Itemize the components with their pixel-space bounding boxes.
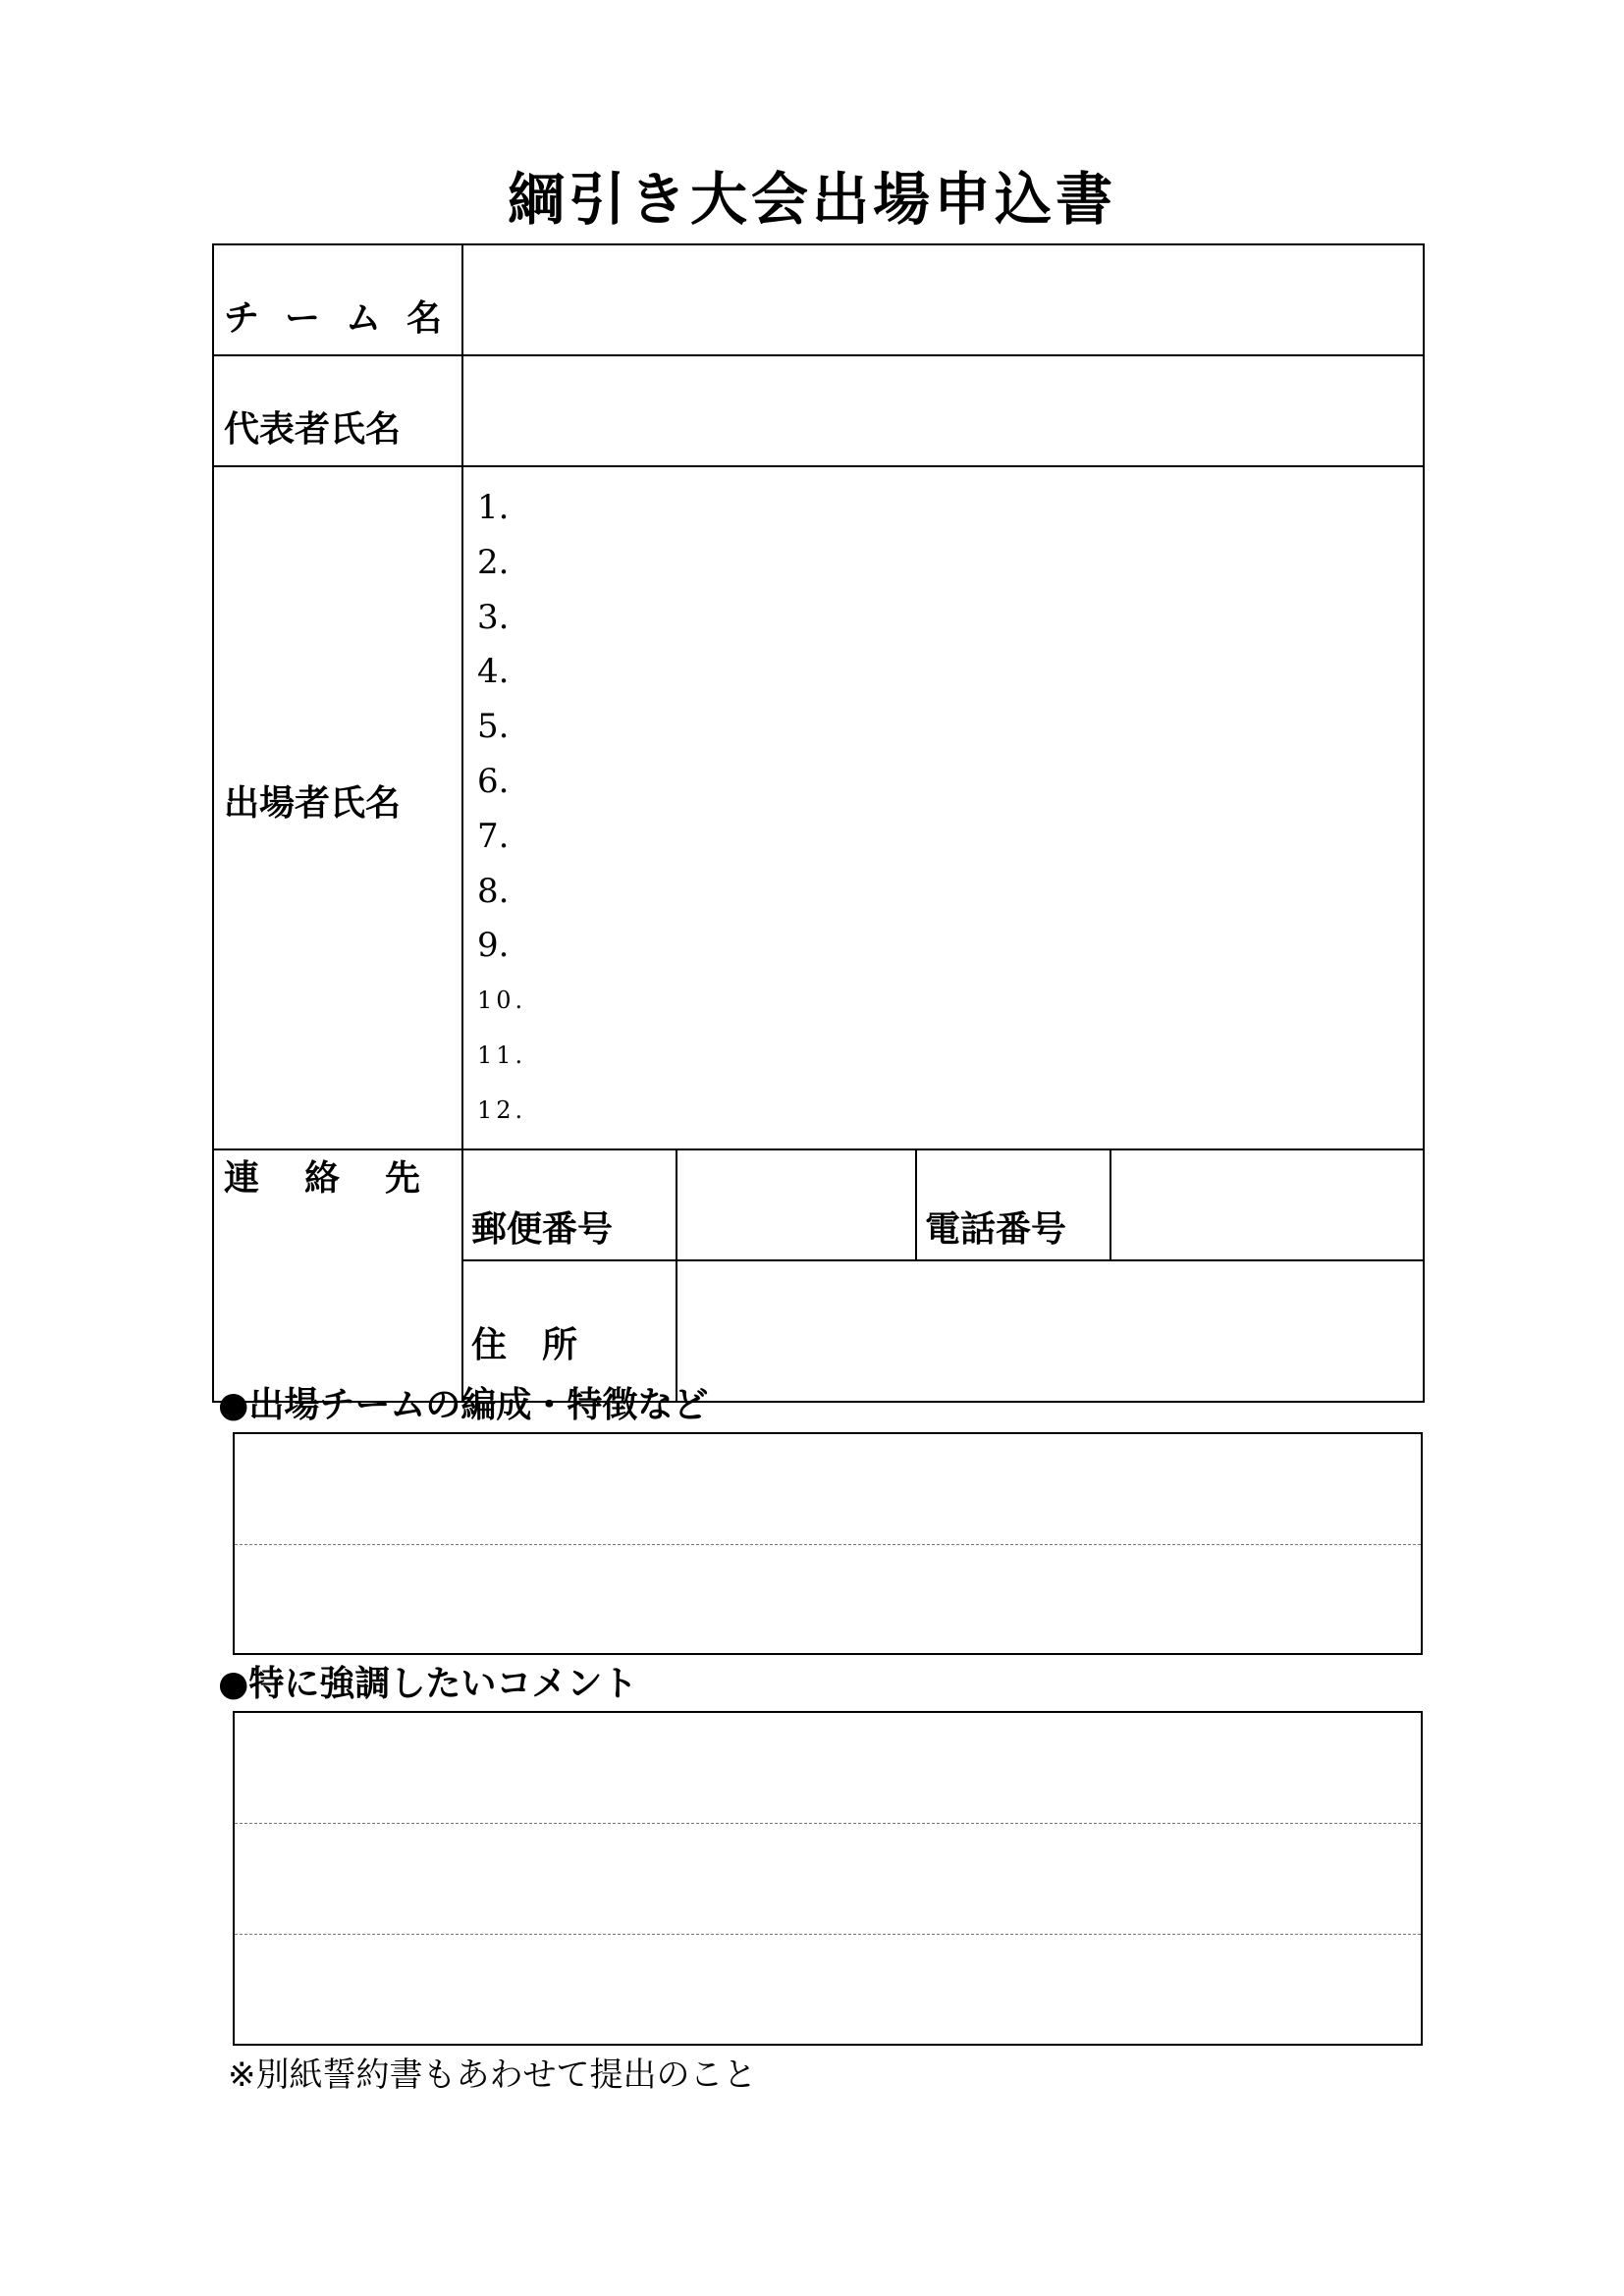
application-form-table [212,243,1425,1403]
comment-divider-1 [235,1823,1421,1824]
comment-box[interactable] [233,1711,1423,2046]
address-label: 住 所 [471,1324,578,1365]
participants-label-cell [213,466,462,1149]
phone-label: 電話番号 [925,1208,1067,1250]
comment-heading: ●特に強調したいコメント [218,1664,638,1704]
participant-row-8[interactable]: 8. [477,871,510,911]
postal-code-label: 郵便番号 [471,1208,614,1250]
team-composition-heading: ●出場チームの編成・特徴など [218,1385,709,1425]
participant-row-10[interactable]: 10. [477,987,527,1015]
representative-label: 代表者氏名 [224,409,402,450]
postal-code-field[interactable] [677,1149,916,1260]
contact-label-cell [213,1149,466,1402]
participant-row-3[interactable]: 3. [477,597,510,637]
team-name-label: チーム名 [224,298,468,339]
address-field[interactable] [677,1260,1424,1402]
team-composition-divider [235,1544,1421,1545]
contact-label: 連絡先 [224,1157,466,1199]
participant-row-4[interactable]: 4. [477,652,510,692]
footnote: ※別紙誓約書もあわせて提出のこと [228,2056,757,2095]
phone-field[interactable] [1110,1149,1424,1260]
participant-row-6[interactable]: 6. [477,761,510,801]
participant-row-7[interactable]: 7. [477,816,510,856]
address-label-cell [462,1260,677,1402]
participant-row-2[interactable]: 2. [477,542,510,582]
participants-list [462,466,1424,1149]
team-name-label-cell [213,244,468,355]
representative-label-cell [213,355,462,466]
participant-row-12[interactable]: 12. [477,1095,527,1124]
participants-label: 出場者氏名 [224,783,402,825]
comment-divider-2 [235,1934,1421,1935]
participant-row-1[interactable]: 1. [477,488,510,527]
participant-row-11[interactable]: 11. [477,1041,527,1069]
participant-row-9[interactable]: 9. [477,926,510,966]
team-composition-box[interactable] [233,1432,1423,1655]
team-name-field[interactable] [462,244,1424,355]
page-title: 綱引き大会出場申込書 [507,166,1116,233]
representative-name-field[interactable] [462,355,1424,466]
postal-code-label-cell [462,1149,677,1260]
participant-row-5[interactable]: 5. [477,707,510,747]
phone-label-cell [916,1149,1110,1260]
